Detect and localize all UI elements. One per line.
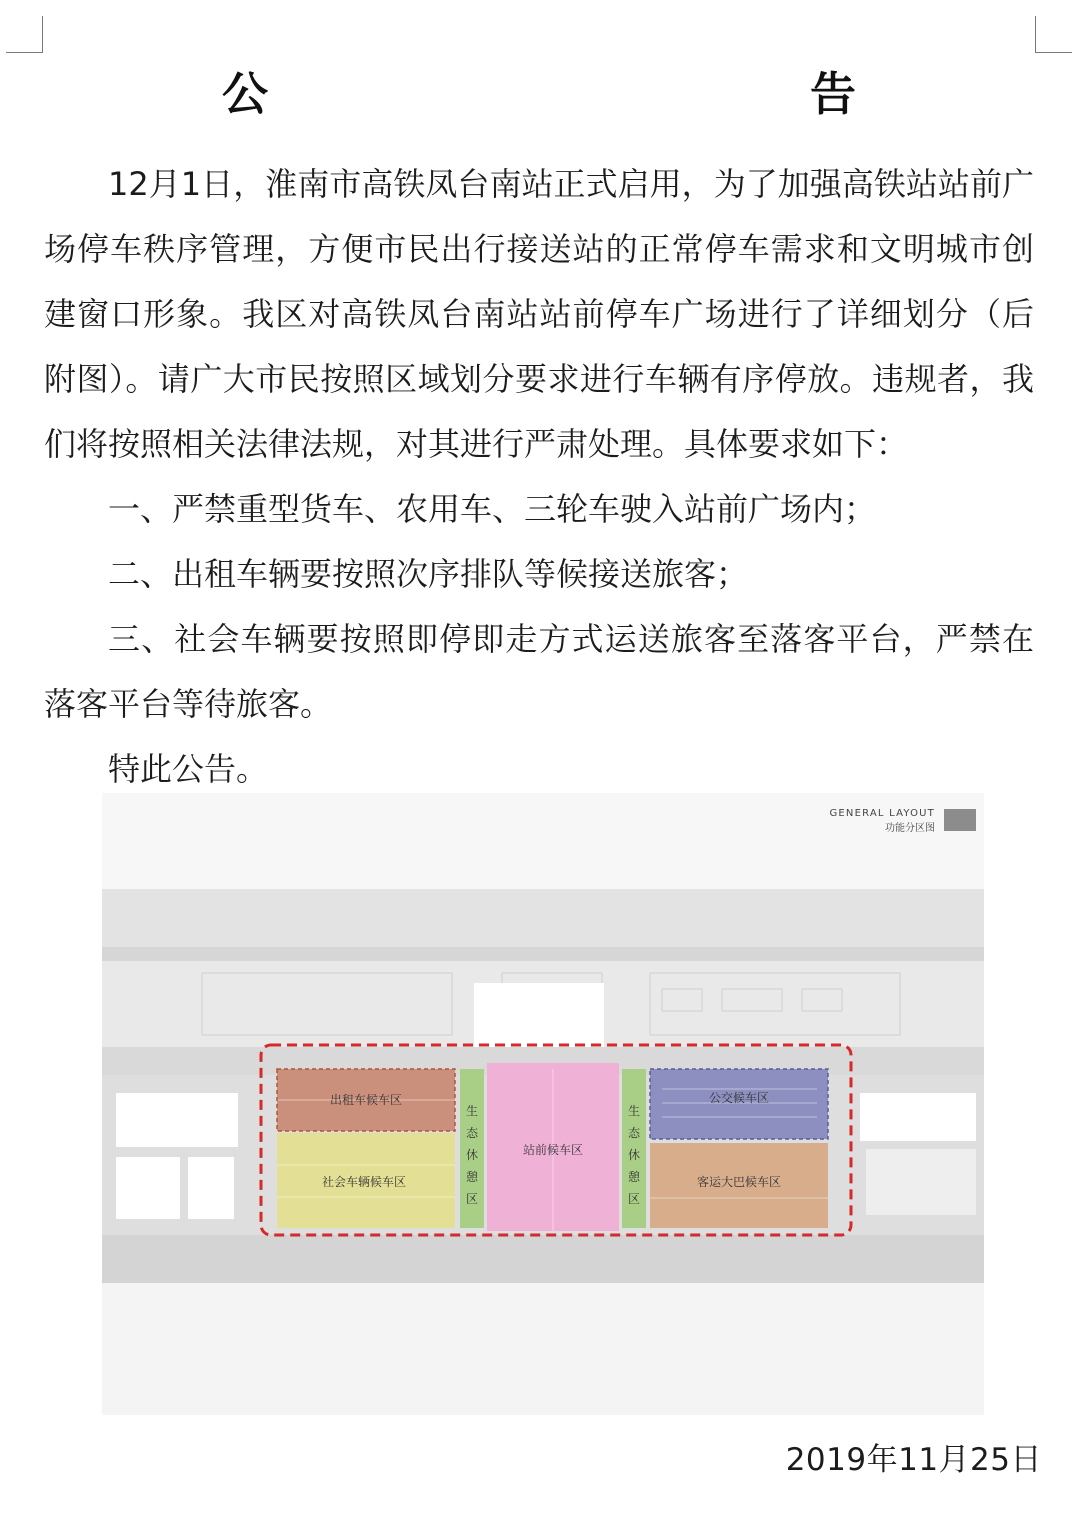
eco-left-char: 休 xyxy=(465,1148,479,1162)
notice-body xyxy=(44,152,1034,802)
paragraph-rule-1: 一、严禁重型货车、农用车、三轮车驶入站前广场内； xyxy=(108,490,877,528)
eco-right-char: 区 xyxy=(627,1192,641,1206)
rail-track-band xyxy=(102,889,984,947)
north-entrance-block xyxy=(474,983,604,1047)
eco-right-char: 憩 xyxy=(627,1170,641,1184)
label-bus-zone: 公交候车区 xyxy=(708,1091,770,1105)
south-area xyxy=(102,1283,984,1415)
legend-english: GENERAL LAYOUT xyxy=(829,808,935,819)
paragraph-rule-3: 三、社会车辆要按照即停即走方式运送旅客至落客平台，严禁在落客平台等待旅客。 xyxy=(44,620,1034,723)
corner-mark-top-right xyxy=(1035,16,1072,53)
eco-left-char: 态 xyxy=(465,1126,479,1140)
legend-swatch xyxy=(944,809,976,831)
west-building-2 xyxy=(116,1157,180,1219)
label-station-zone: 站前候车区 xyxy=(522,1143,584,1157)
west-building-3 xyxy=(188,1157,234,1219)
eco-right-char: 生 xyxy=(627,1104,641,1118)
east-building-1 xyxy=(860,1093,976,1141)
label-social-zone: 社会车辆候车区 xyxy=(321,1175,407,1189)
label-coach-zone: 客运大巴候车区 xyxy=(696,1175,782,1189)
notice-title: 公 告 xyxy=(222,67,1006,121)
corner-mark-top-left xyxy=(6,16,43,53)
legend-chinese: 功能分区图 xyxy=(885,823,935,834)
layout-map-drawing xyxy=(102,793,984,1415)
layout-map xyxy=(102,793,984,1415)
station-canopy xyxy=(102,947,984,961)
west-building-1 xyxy=(116,1093,238,1147)
eco-right-char: 休 xyxy=(627,1148,641,1162)
east-building-2 xyxy=(866,1149,976,1215)
notice-date: 2019年11月25日 xyxy=(785,1442,1042,1478)
eco-left-char: 生 xyxy=(465,1104,479,1118)
south-road xyxy=(102,1235,984,1283)
eco-left-char: 憩 xyxy=(465,1170,479,1184)
paragraph-closing: 特此公告。 xyxy=(108,750,269,788)
eco-right-char: 态 xyxy=(627,1126,641,1140)
label-taxi-zone: 出租车候车区 xyxy=(329,1093,403,1107)
paragraph-intro: 12月1日，淮南市高铁凤台南站正式启用，为了加强高铁站站前广场停车秩序管理，方便市民出行接送站的正常停车需求和文明城市创建窗口形象。我区对高铁凤台南站站前停车广场进行了详细划分（后附图）。请广大市民按照区域划分要求进行车辆有序停放。违规者，我们将按照相关法律法规，对其进行严肃处理。具体要求如下： xyxy=(44,165,1034,463)
eco-left-char: 区 xyxy=(465,1192,479,1206)
paragraph-rule-2: 二、出租车辆要按照次序排队等候接送旅客； xyxy=(108,555,749,593)
